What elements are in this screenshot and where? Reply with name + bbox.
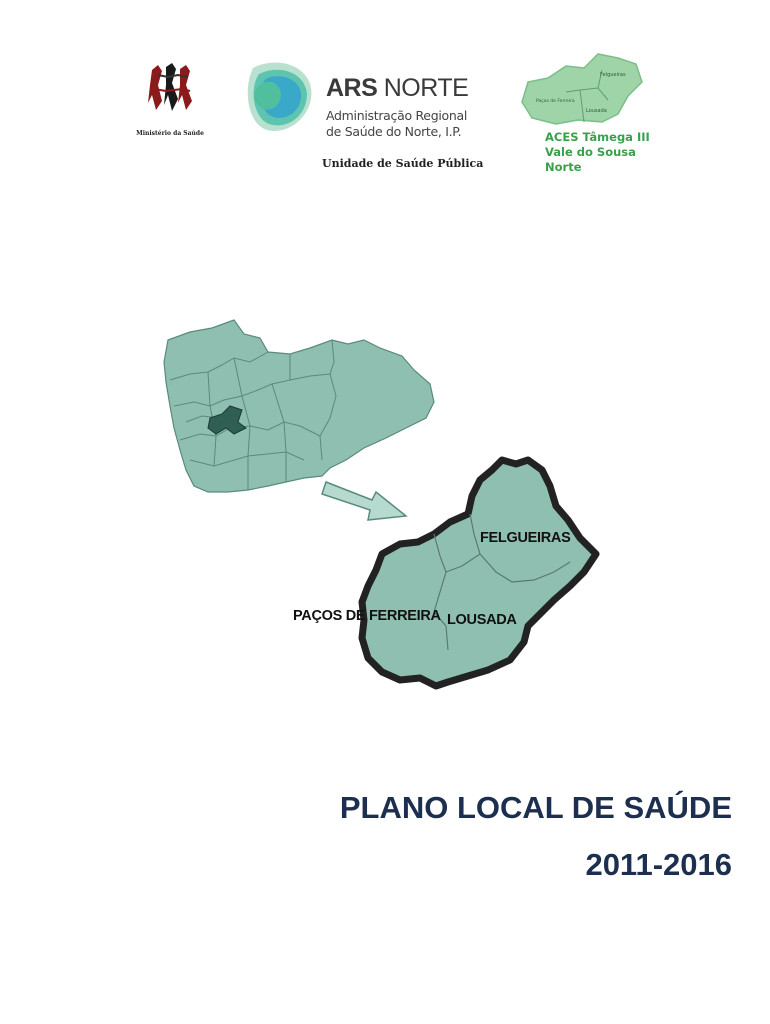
ars-norte-emblem-icon [245,58,315,136]
ministerio-figures-icon [148,63,192,111]
aces-map-label-lousada: Lousada [586,108,607,114]
ars-subtitle-line2: de Saúde do Norte, I.P. [326,124,462,139]
aces-name-line1: ACES Tâmega III [545,130,650,144]
aces-map-label-felgueiras: Felgueiras [600,72,626,78]
ars-name-rest: NORTE [377,74,469,102]
aces-map-label-pacos: Paços de Ferreira [536,99,575,104]
ministerio-caption: Ministério da Saúde [136,130,204,137]
north-portugal-map [164,320,434,492]
region-map [150,310,610,700]
document-title: PLANO LOCAL DE SAÚDE [339,790,732,825]
aces-name-line2: Vale do Sousa [545,145,636,159]
ars-subtitle-line1: Administração Regional [326,108,468,123]
map-label-felgueiras: FELGUEIRAS [480,530,571,546]
aces-name [545,130,650,175]
ars-norte-title [326,74,468,103]
aces-name-line3: Norte [545,160,582,174]
map-label-lousada: LOUSADA [447,612,517,628]
aces-map-icon [518,52,646,130]
aces-enlarged-map [362,460,596,686]
unidade-saude-publica-label: Unidade de Saúde Pública [322,157,484,170]
pointer-arrow-icon [322,482,406,520]
map-label-pacos-de-ferreira: PAÇOS DE FERREIRA [293,608,441,624]
document-years: 2011-2016 [585,847,732,882]
ars-name-bold: ARS [326,74,378,102]
